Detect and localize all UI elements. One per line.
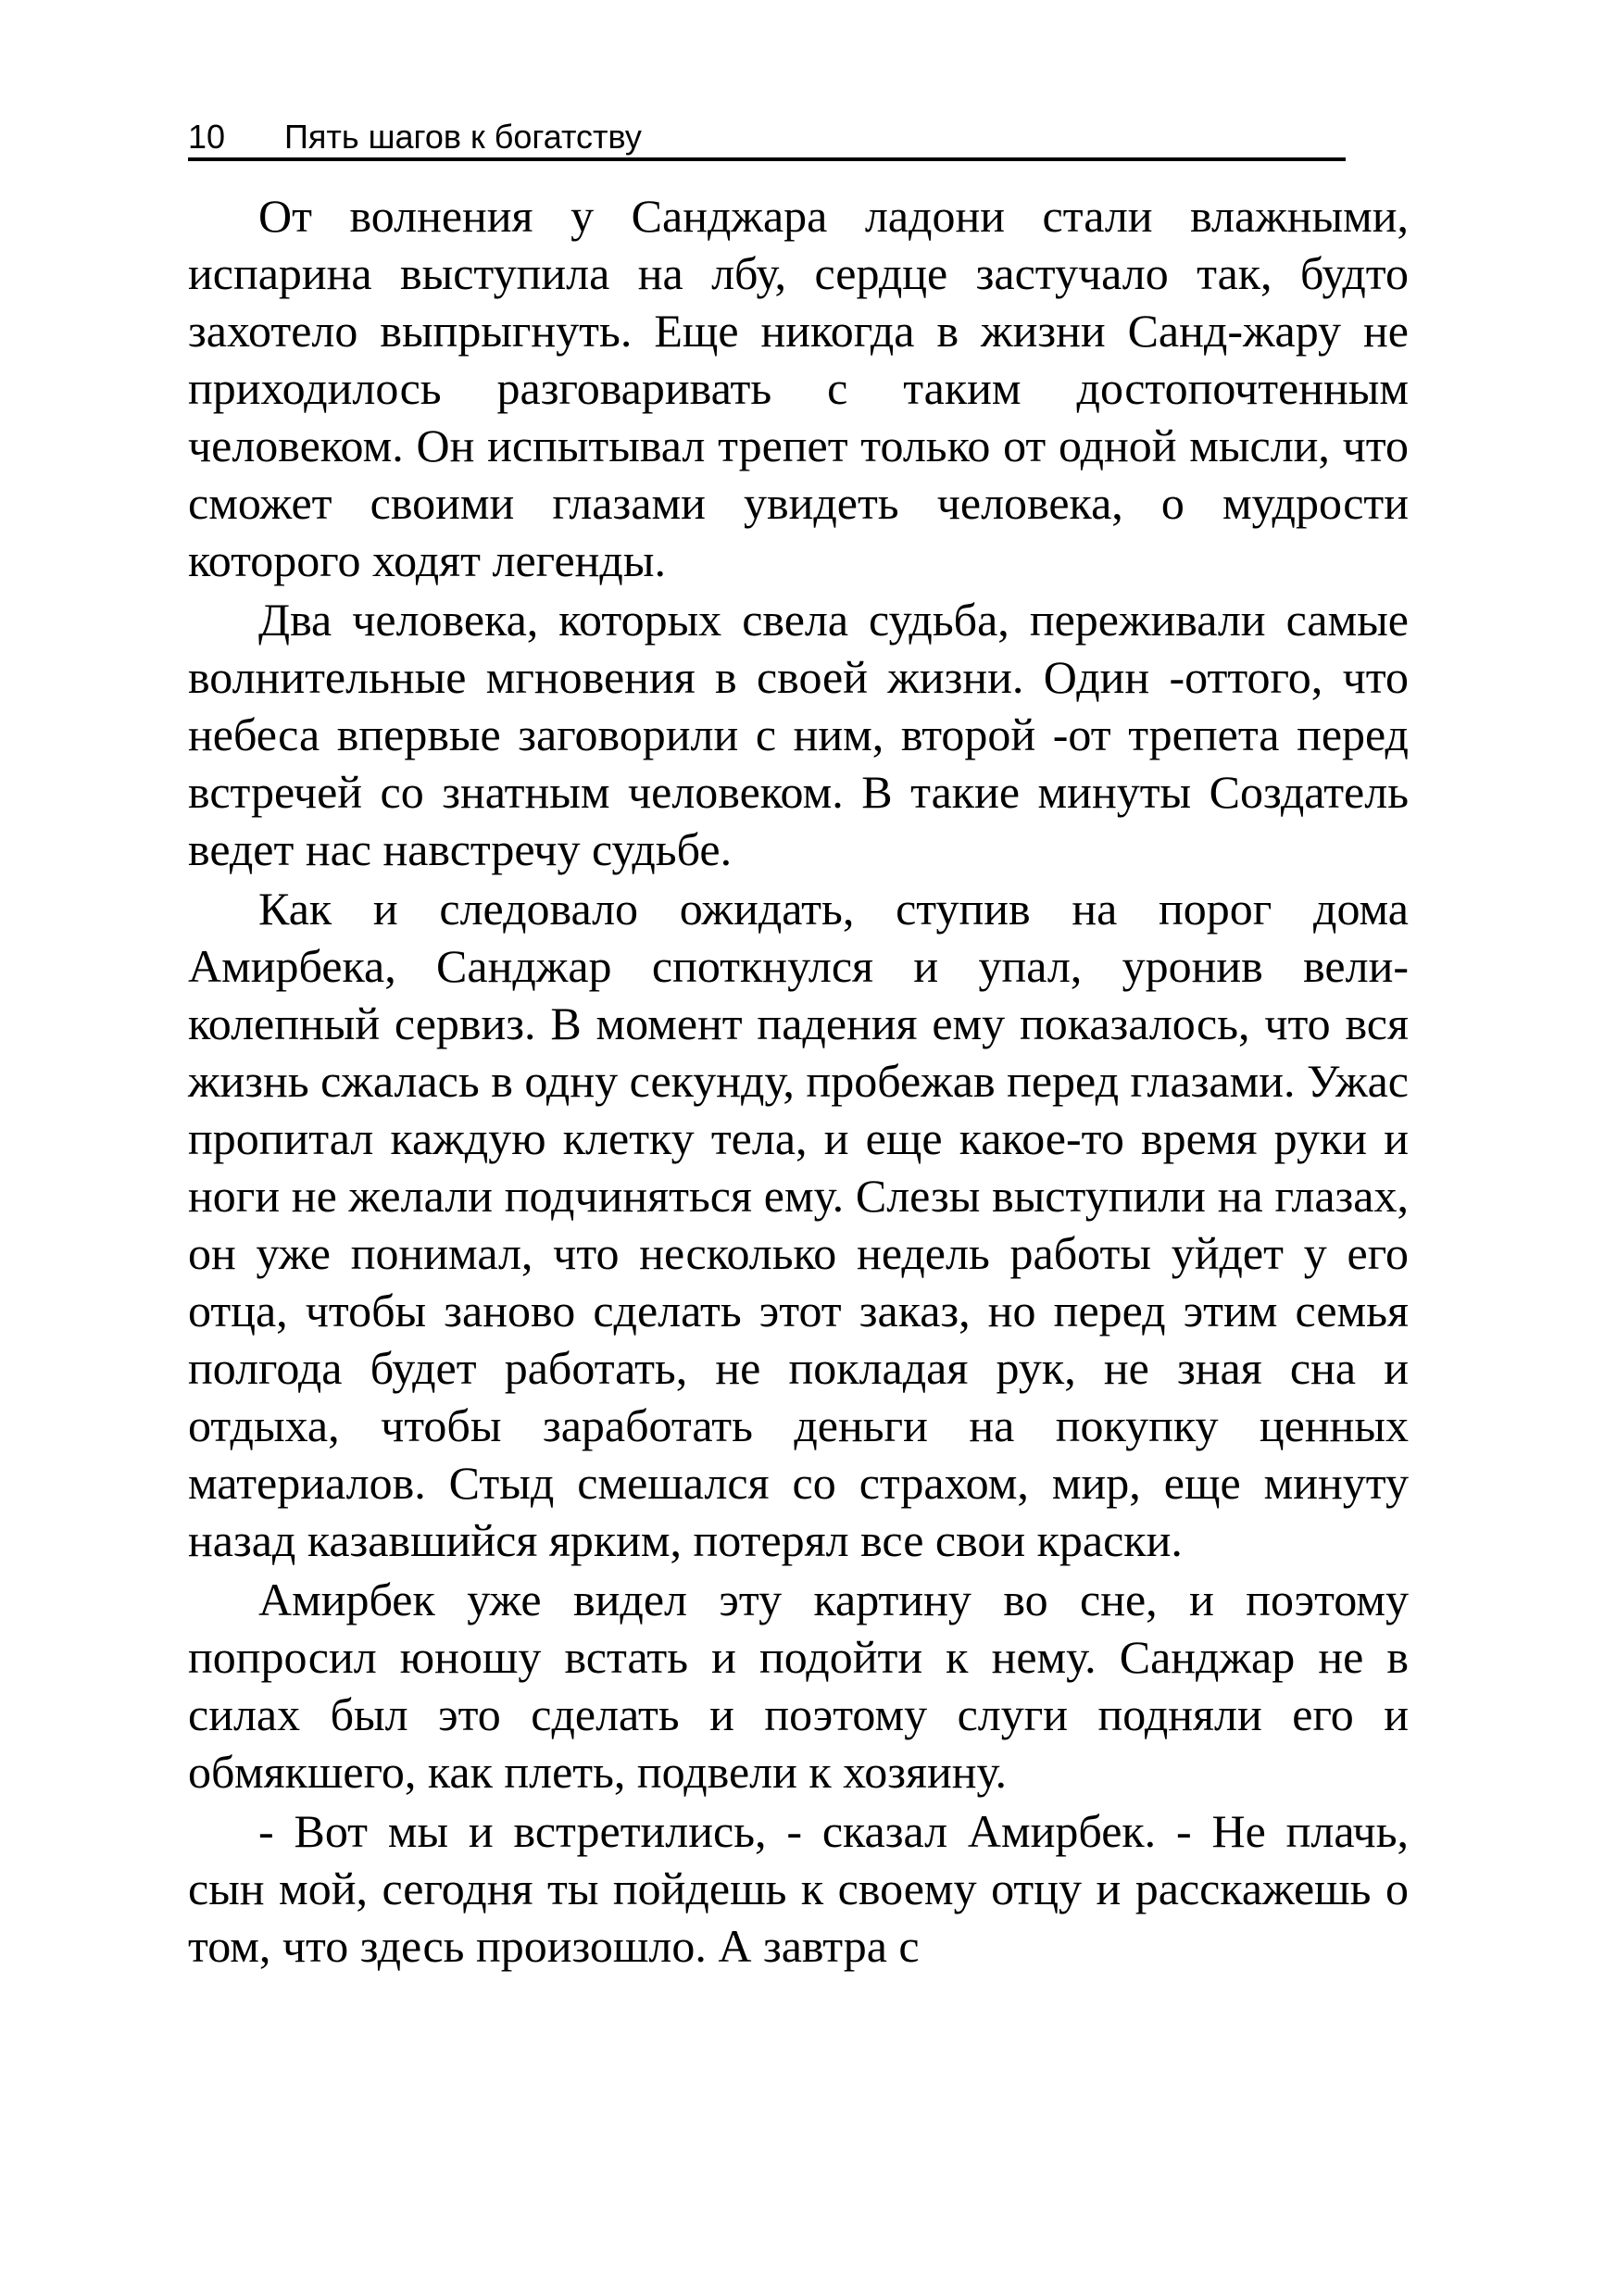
paragraph: Два человека, которых свела судьба, переживали самые волнительные мгновения в своей жизни. Один -оттого, что небеса впервые заговорили с ним, второй -от трепета перед встречей со знатным человеком. В такие минуты Создатель ведет нас навстречу судьбе. <box>188 594 1409 875</box>
paragraph: - Вот мы и встретились, - сказал Амирбек. - Не плачь, сын мой, сегодня ты пойдешь к своему отцу и расскажешь о том, что здесь произошло. А завтра с <box>188 1805 1409 1972</box>
body-text <box>188 187 1409 1976</box>
page-number: 10 <box>188 118 226 156</box>
paragraph: Амирбек уже видел эту картину во сне, и поэтому попросил юношу встать и подойти к нему. Санджар не в силах был это сделать и поэтому слуги подняли его и обмякшего, как плеть, подвели к хозяину. <box>188 1574 1409 1798</box>
paragraph: От волнения у Санджара ладони стали влажными, испарина выступила на лбу, сердце застучало так, будто захотело выпрыгнуть. Еще никогда в жизни Санд-жару не приходилось разговаривать с таким достопочтенным человеком. Он испытывал трепет только от одной мысли, что сможет своими глазами увидеть человека, о мудрости которого ходят легенды. <box>188 190 1409 586</box>
book-title: Пять шагов к богатству <box>284 118 642 156</box>
paragraph: Как и следовало ожидать, ступив на порог дома Амирбека, Санджар споткнулся и упал, уронив вели-колепный сервиз. В момент падения ему показалось, что вся жизнь сжалась в одну секунду, пробежав перед глазами. Ужас пропитал каждую клетку тела, и еще какое-то время руки и ноги не желали подчиняться ему. Слезы выступили на глазах, он уже понимал, что несколько недель работы уйдет у его отца, чтобы заново сделать этот заказ, но перед этим семья полгода будет работать, не покладая рук, не зная сна и отдыха, чтобы заработать деньги на покупку ценных материалов. Стыд смешался со страхом, мир, еще минуту назад казавшийся ярким, потерял все свои краски. <box>188 883 1409 1566</box>
running-header <box>188 117 1346 161</box>
